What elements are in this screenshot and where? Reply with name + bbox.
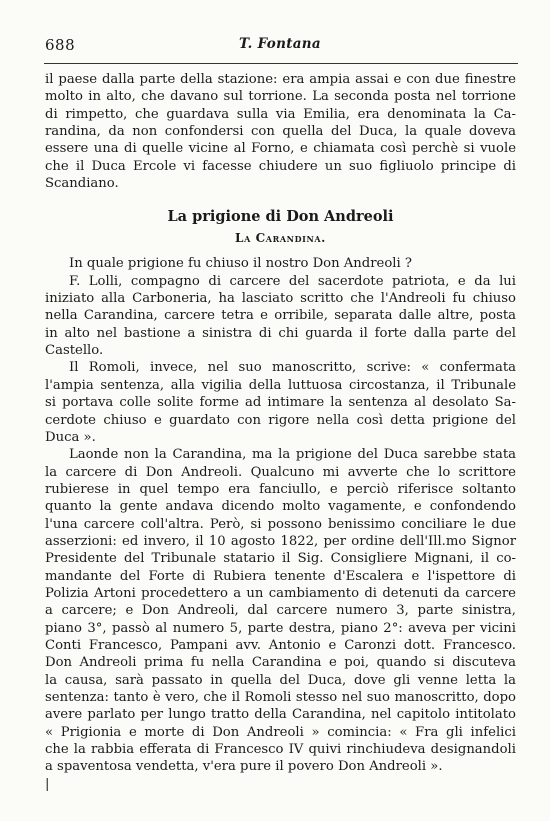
text-line: la carcere di Don Andreoli. Qualcuno mi avverte che lo scrittore <box>45 464 516 480</box>
text-line: molto in alto, che davano sul torrione. La seconda posta nel torrione <box>45 89 516 105</box>
text-line: cerdote chiuso e guardato con rigore nella così detta prigione del <box>45 412 516 428</box>
text-line: « Prigionia e morte di Don Andreoli » comincia: « Fra gli infelici <box>45 724 516 740</box>
text-line: Duca ». <box>45 429 96 445</box>
text-line: sentenza: tanto è vero, che il Romoli stesso nel suo manoscritto, dopo <box>45 690 516 705</box>
text-line: F. Lolli, compagno di carcere del sacerdote patriota, e da lui <box>69 273 516 289</box>
text-line: iniziato alla Carboneria, ha lasciato scritto che l'Andreoli fu chiuso <box>45 291 516 307</box>
text-line: il paese dalla parte della stazione: era ampia assai e con due finestre <box>45 72 516 87</box>
page-header <box>45 36 515 56</box>
text-line: asserzioni: ed invero, il 10 agosto 1822, per ordine dell'Ill.mo Signor <box>45 533 516 549</box>
section-title: La prigione di Don Andreoli <box>167 208 394 226</box>
text-line: essere una di quelle vicine al Forno, e chiamata così perchè si vuole <box>45 141 516 157</box>
text-line: Laonde non la Carandina, ma la prigione del Duca sarebbe stata <box>69 447 516 463</box>
text-line: che il Duca Ercole vi facesse chiudere un suo figliuolo principe di <box>45 158 516 174</box>
text-line: l'ampia sentenza, alla vigilia della luttuosa circostanza, il Tribunale <box>45 377 516 393</box>
text-line: a spaventosa vendetta, v'era pure il povero Don Andreoli ». <box>45 759 443 775</box>
text-line: l'una carcere coll'altra. Però, si possono benissimo conciliare le due <box>45 516 516 532</box>
text-line: Conti Francesco, Pampani avv. Antonio e Caronzi dott. Francesco. <box>45 637 516 653</box>
text-line: Presidente del Tribunale statario il Sig. Consigliere Mignani, il co- <box>45 551 516 567</box>
spacer <box>45 248 516 255</box>
text-line: | <box>45 776 50 792</box>
text-line: piano 3°, passò al numero 5, parte destra, piano 2°: aveva per vicini <box>45 620 516 636</box>
text-line: Il Romoli, invece, nel suo manoscritto, scrive: « confermata <box>69 360 516 376</box>
text-line: si portava colle solite forme ad intimare la sentenza al desolato Sa- <box>45 395 516 411</box>
spacer <box>45 192 516 206</box>
text-line: nella Carandina, carcere tetra e orribile, separata dalle altre, posta <box>45 308 516 324</box>
text-line: quanto la gente andava dicendo molto vagamente, e confondendo <box>45 499 516 515</box>
text-line: In quale prigione fu chiuso il nostro Don Andreoli ? <box>69 256 412 272</box>
page-number: 688 <box>45 36 76 54</box>
text-line: Polizia Artoni procedettero a un cambiamento di detenuti da carcere <box>45 585 516 601</box>
header-rule <box>44 63 518 64</box>
section-subtitle: La Carandina. <box>235 231 326 246</box>
text-line: che la rabbia efferata di Francesco IV quivi rinchiudeva designandoli <box>45 742 516 758</box>
text-line: rubierese in quel tempo era fanciullo, e perciò riferisce soltanto <box>45 481 516 497</box>
page-body <box>45 71 516 793</box>
text-line: di rimpetto, che guardava sulla via Emilia, era denominata la Ca- <box>45 106 516 122</box>
text-line: randina, da non confondersi con quella del Duca, la quale doveva <box>45 124 516 140</box>
text-line: Scandiano. <box>45 176 119 192</box>
running-title: T. Fontana <box>239 36 321 52</box>
text-line: in alto nel bastione a sinistra di chi guarda il forte dalla parte del <box>45 325 516 341</box>
text-line: Castello. <box>45 343 104 359</box>
text-line: Don Andreoli prima fu nella Carandina e poi, quando si discuteva <box>45 655 516 671</box>
text-line: la causa, sarà passato in quella del Duca, dove gli venne letta la <box>45 672 516 688</box>
text-line: avere parlato per lungo tratto della Carandina, nel capitolo intitolato <box>45 707 516 723</box>
text-line: a carcere; e Don Andreoli, dal carcere numero 3, parte sinistra, <box>45 603 516 619</box>
text-line: mandante del Forte di Rubiera tenente d'Escalera e l'ispettore di <box>45 568 516 584</box>
